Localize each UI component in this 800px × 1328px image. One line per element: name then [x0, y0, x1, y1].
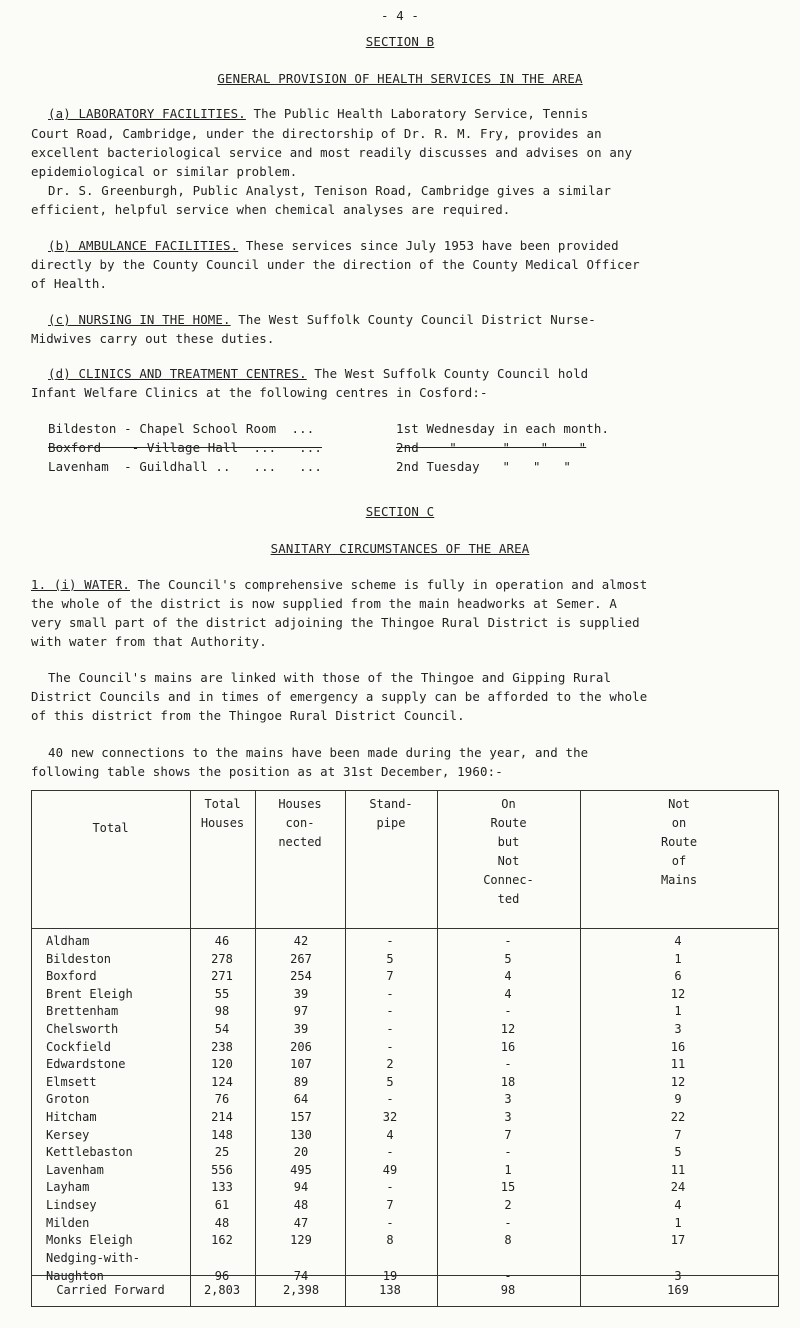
table-header: Not: [668, 797, 690, 811]
table-cell: 42: [293, 934, 309, 948]
table-header: of: [671, 854, 687, 868]
ambulance-line: of Health.: [31, 276, 108, 291]
table-cell: 5: [674, 1145, 682, 1160]
table-cell: 98: [214, 1004, 230, 1019]
table-header: Route: [490, 816, 527, 830]
mains-line: The Council's mains are linked with those of the Thingoe and Gipping Rural: [48, 670, 612, 685]
nursing-line: Midwives carry out these duties.: [31, 331, 275, 346]
table-cell: 5: [504, 951, 512, 966]
clinic-when: 2nd Tuesday " " ": [396, 459, 572, 474]
table-cell: 24: [670, 1180, 686, 1195]
table-header: Total: [92, 821, 129, 835]
table-cell: 124: [211, 1074, 233, 1089]
table-cell: 130: [290, 1127, 312, 1142]
table-header: Connec-: [483, 873, 534, 887]
table-cell: -: [386, 934, 394, 948]
table-cell: 18: [500, 1074, 516, 1089]
table-row-label: Hitcham: [46, 1110, 97, 1124]
table-cell: -: [504, 1004, 512, 1019]
table-row-label: Kettlebaston: [46, 1145, 133, 1160]
table-header: pipe: [376, 816, 406, 830]
clinic-when: 1st Wednesday in each month.: [396, 421, 610, 436]
table-row-label: Brent Eleigh: [46, 986, 133, 1001]
table-cell: 214: [211, 1110, 233, 1124]
table-row-label: Chelsworth: [46, 1022, 119, 1036]
mains-line: District Councils and in times of emergency a supply can be afforded to the whole: [31, 689, 648, 704]
table-cell: 54: [214, 1022, 230, 1036]
table-row-label: Aldham: [46, 934, 90, 948]
clinic-place-struck: Boxford - Village Hall ... ...: [48, 440, 322, 455]
table-cell: 74: [293, 1268, 309, 1283]
table-cell: 2: [386, 1057, 394, 1072]
table-footer-cell: 2,803: [203, 1283, 241, 1297]
table-cell: 48: [214, 1215, 230, 1230]
table-header: con-: [285, 816, 315, 830]
table-cell: 4: [504, 969, 512, 984]
table-cell: 61: [214, 1198, 230, 1212]
table-cell: 64: [293, 1092, 309, 1107]
table-row-rule: [31, 790, 779, 791]
table-footer-cell: 98: [500, 1283, 516, 1297]
table-cell: 6: [674, 969, 682, 984]
water-label: 1. (i) WATER.: [31, 577, 130, 592]
table-cell: 20: [293, 1145, 309, 1160]
table-cell: -: [386, 1039, 394, 1054]
table-cell: 97: [293, 1004, 309, 1019]
table-cell: 48: [293, 1198, 309, 1212]
table-cell: 89: [293, 1074, 309, 1089]
table-cell: 49: [382, 1162, 398, 1177]
table-cell: 47: [293, 1215, 309, 1230]
table-column-rule: [31, 790, 32, 1306]
table-cell: 76: [214, 1092, 230, 1107]
table-row-label: Bildeston: [46, 951, 112, 966]
clinics-line: Infant Welfare Clinics at the following centres in Cosford:-: [31, 385, 488, 400]
table-cell: -: [386, 986, 394, 1001]
clinic-place: Bildeston - Chapel School Room ...: [48, 421, 315, 436]
table-cell: 3: [504, 1110, 512, 1124]
table-cell: 4: [504, 986, 512, 1001]
table-cell: 1: [674, 1004, 682, 1019]
ambulance-line: directly by the County Council under the direction of the County Medical Officer: [31, 257, 640, 272]
connections-line: following table shows the position as at 31st December, 1960:-: [31, 764, 503, 779]
analyst-line: efficient, helpful service when chemical analyses are required.: [31, 202, 511, 217]
laboratory-paragraph: (a) LABORATORY FACILITIES. The Public Health Laboratory Service, Tennis: [48, 106, 589, 121]
laboratory-line: Court Road, Cambridge, under the directorship of Dr. R. M. Fry, provides an: [31, 126, 602, 141]
table-column-rule: [778, 790, 779, 1306]
table-cell: 4: [674, 934, 682, 948]
table-cell: 9: [674, 1092, 682, 1107]
table-row-label: Lindsey: [46, 1198, 97, 1212]
table-row-label: Elmsett: [46, 1074, 97, 1089]
ambulance-label: (b) AMBULANCE FACILITIES.: [48, 238, 239, 253]
table-row-label: Boxford: [46, 969, 97, 984]
table-cell: 3: [674, 1268, 682, 1283]
table-row-label: Monks Eleigh: [46, 1233, 133, 1248]
table-cell: 495: [290, 1162, 312, 1177]
table-row-label: Nedging-with-: [46, 1250, 140, 1265]
table-row-label: Layham: [46, 1180, 90, 1195]
table-cell: 7: [504, 1127, 512, 1142]
table-row-rule: [31, 928, 779, 929]
table-header: On: [501, 797, 516, 811]
table-header: on: [671, 816, 687, 830]
table-row-label: Naughton: [46, 1268, 104, 1283]
table-cell: 22: [670, 1110, 686, 1124]
table-row-label: Groton: [46, 1092, 90, 1107]
table-cell: 238: [211, 1039, 233, 1054]
table-cell: 19: [382, 1268, 398, 1283]
table-header: Houses: [200, 816, 245, 830]
table-cell: 556: [211, 1162, 233, 1177]
table-cell: -: [386, 1145, 394, 1160]
table-cell: 206: [290, 1039, 312, 1054]
table-row-label: Lavenham: [46, 1162, 104, 1177]
laboratory-line: epidemiological or similar problem.: [31, 164, 298, 179]
table-header: Not: [497, 854, 520, 868]
table-cell: -: [504, 1145, 512, 1160]
table-cell: 254: [290, 969, 312, 984]
table-cell: 32: [382, 1110, 398, 1124]
table-cell: 55: [214, 986, 230, 1001]
table-header: Route: [660, 835, 698, 849]
table-cell: -: [386, 1215, 394, 1230]
table-row-label: Edwardstone: [46, 1057, 126, 1072]
table-cell: 15: [500, 1180, 516, 1195]
table-cell: 11: [670, 1162, 686, 1177]
water-line: the whole of the district is now supplied from the main headworks at Semer. A: [31, 596, 617, 611]
table-cell: -: [386, 1092, 394, 1107]
table-header: Total: [204, 797, 241, 811]
section-b-heading: SECTION B: [365, 34, 435, 49]
section-c-subheading: SANITARY CIRCUMSTANCES OF THE AREA: [270, 541, 530, 556]
table-row-label: Milden: [46, 1215, 90, 1230]
nursing-label: (c) NURSING IN THE HOME.: [48, 312, 231, 327]
table-cell: -: [386, 1004, 394, 1019]
table-footer-label: Carried Forward: [56, 1283, 165, 1297]
laboratory-line: excellent bacteriological service and most readily discusses and advises on any: [31, 145, 633, 160]
nursing-paragraph: (c) NURSING IN THE HOME. The West Suffolk County Council District Nurse-: [48, 312, 596, 327]
table-cell: 7: [386, 969, 394, 984]
table-header: but: [497, 835, 520, 849]
table-cell: 1: [504, 1162, 512, 1177]
table-cell: 271: [211, 969, 233, 984]
table-header: Mains: [660, 873, 698, 887]
connections-line: 40 new connections to the mains have been made during the year, and the: [48, 745, 589, 760]
table-cell: 267: [290, 951, 312, 966]
table-footer-cell: 138: [379, 1283, 401, 1297]
water-line: with water from that Authority.: [31, 634, 267, 649]
table-cell: -: [504, 1268, 512, 1283]
table-cell: 7: [674, 1127, 682, 1142]
table-cell: 16: [500, 1039, 516, 1054]
water-paragraph: 1. (i) WATER. The Council's comprehensive scheme is fully in operation and almost: [31, 577, 648, 592]
table-cell: 3: [674, 1022, 682, 1036]
table-cell: 39: [293, 986, 309, 1001]
table-cell: -: [504, 1057, 512, 1072]
table-cell: -: [504, 934, 512, 948]
table-cell: 16: [670, 1039, 686, 1054]
table-cell: 94: [293, 1180, 309, 1195]
table-header: ted: [497, 892, 520, 906]
table-cell: 7: [386, 1198, 394, 1212]
table-header: Houses: [278, 797, 322, 811]
table-row-rule: [31, 1306, 779, 1307]
table-header: Stand-: [369, 797, 413, 811]
clinics-paragraph: (d) CLINICS AND TREATMENT CENTRES. The West Suffolk County Council hold: [48, 366, 589, 381]
table-cell: 96: [214, 1268, 230, 1283]
table-cell: 162: [211, 1233, 233, 1248]
laboratory-label: (a) LABORATORY FACILITIES.: [48, 106, 246, 121]
table-cell: 8: [386, 1233, 394, 1248]
table-cell: -: [386, 1180, 394, 1195]
table-cell: 120: [211, 1057, 233, 1072]
table-cell: 107: [290, 1057, 312, 1072]
analyst-line: Dr. S. Greenburgh, Public Analyst, Tenison Road, Cambridge gives a similar: [48, 183, 612, 198]
clinic-place: Lavenham - Guildhall .. ... ...: [48, 459, 322, 474]
table-cell: -: [504, 1215, 512, 1230]
table-cell: 278: [211, 951, 233, 966]
table-cell: 1: [674, 951, 682, 966]
clinic-when-struck: 2nd " " " ": [396, 440, 587, 455]
table-cell: 2: [504, 1198, 512, 1212]
table-cell: 5: [386, 1074, 394, 1089]
table-row-label: Cockfield: [46, 1039, 112, 1054]
table-cell: 12: [670, 1074, 686, 1089]
table-cell: 4: [386, 1127, 394, 1142]
table-footer-cell: 2,398: [282, 1283, 320, 1297]
table-cell: 39: [293, 1022, 309, 1036]
table-cell: 148: [211, 1127, 233, 1142]
table-cell: 3: [504, 1092, 512, 1107]
table-header: nected: [278, 835, 322, 849]
table-cell: 46: [214, 934, 230, 948]
table-cell: 129: [290, 1233, 312, 1248]
table-row-label: Kersey: [46, 1127, 90, 1142]
clinics-label: (d) CLINICS AND TREATMENT CENTRES.: [48, 366, 307, 381]
table-cell: 5: [386, 951, 394, 966]
ambulance-paragraph: (b) AMBULANCE FACILITIES. These services since July 1953 have been provided: [48, 238, 619, 253]
table-row-label: Brettenham: [46, 1004, 119, 1019]
table-column-rule: [345, 790, 346, 1306]
table-cell: 25: [214, 1145, 230, 1160]
table-footer-cell: 169: [667, 1283, 689, 1297]
table-cell: 133: [211, 1180, 233, 1195]
table-cell: 12: [670, 986, 686, 1001]
table-cell: 4: [674, 1198, 682, 1212]
table-cell: -: [386, 1022, 394, 1036]
water-line: very small part of the district adjoining the Thingoe Rural District is supplied: [31, 615, 640, 630]
table-cell: 11: [670, 1057, 686, 1072]
table-cell: 12: [500, 1022, 516, 1036]
section-c-heading: SECTION C: [365, 504, 435, 519]
page-number: - 4 -: [380, 8, 420, 23]
table-cell: 157: [290, 1110, 312, 1124]
section-b-subheading: GENERAL PROVISION OF HEALTH SERVICES IN THE AREA: [217, 71, 583, 86]
table-cell: 17: [670, 1233, 686, 1248]
mains-line: of this district from the Thingoe Rural District Council.: [31, 708, 465, 723]
table-cell: 8: [504, 1233, 512, 1248]
table-cell: 1: [674, 1215, 682, 1230]
